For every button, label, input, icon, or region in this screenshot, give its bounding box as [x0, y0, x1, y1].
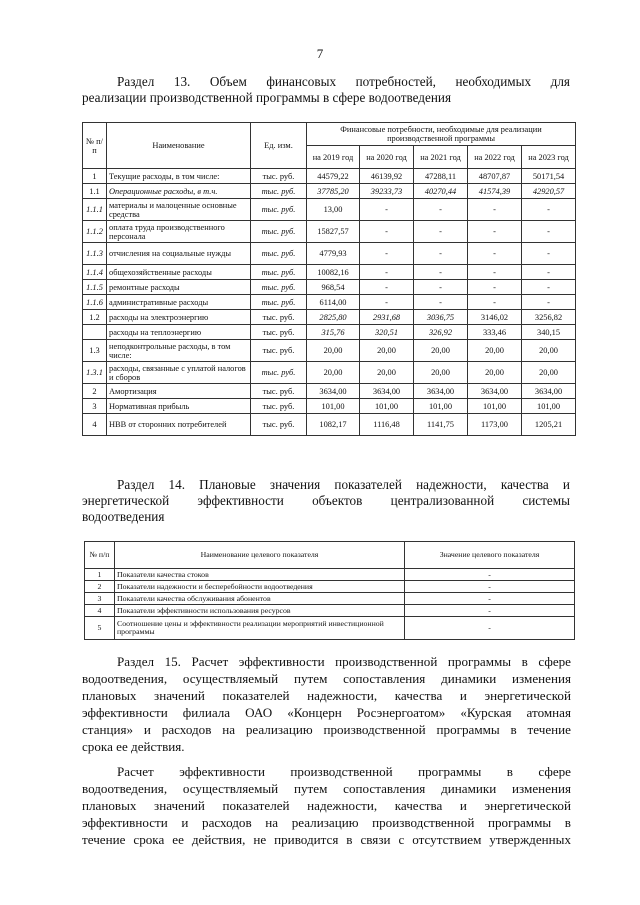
section-14-title — [82, 477, 570, 525]
row-value: 39233,73 — [360, 184, 414, 199]
paragraph-line: Раздел 15. Расчет эффективности производственной программы в сфере — [117, 654, 571, 669]
section-13-title — [82, 74, 570, 106]
row-value: - — [405, 581, 575, 593]
header-year: на 2019 год — [307, 146, 360, 169]
row-value: 20,00 — [360, 340, 414, 362]
table-row — [83, 399, 576, 414]
row-value: 3634,00 — [360, 384, 414, 399]
table-row — [83, 295, 576, 310]
row-number — [83, 325, 107, 340]
indicators-body — [85, 569, 575, 640]
row-number: 1.1.6 — [83, 295, 107, 310]
row-number: 1.1.2 — [83, 221, 107, 243]
row-unit: тыс. руб. — [251, 362, 307, 384]
row-value: 3036,75 — [414, 310, 468, 325]
table-row — [85, 605, 575, 617]
row-name: Соотношение цены и эффективности реализации мероприятий инвестиционной программы — [115, 617, 405, 640]
row-number: 1.1.4 — [83, 265, 107, 280]
table-row — [85, 569, 575, 581]
row-value: 333,46 — [468, 325, 522, 340]
row-value: 1173,00 — [468, 414, 522, 436]
paragraph-line: плановых значений показателей надежности, качества и энергетической — [82, 688, 571, 703]
row-value: - — [405, 569, 575, 581]
row-unit: тыс. руб. — [251, 280, 307, 295]
row-value: 1116,48 — [360, 414, 414, 436]
row-value: - — [414, 221, 468, 243]
row-value: 6114,00 — [307, 295, 360, 310]
row-value: - — [522, 199, 576, 221]
row-value: 1141,75 — [414, 414, 468, 436]
row-value: - — [360, 295, 414, 310]
row-unit: тыс. руб. — [251, 295, 307, 310]
table-row — [83, 243, 576, 265]
table-row — [83, 184, 576, 199]
row-value: 20,00 — [307, 340, 360, 362]
row-number: 1.3.1 — [83, 362, 107, 384]
row-value: - — [414, 295, 468, 310]
row-value: 13,00 — [307, 199, 360, 221]
row-value: 315,76 — [307, 325, 360, 340]
row-unit: тыс. руб. — [251, 399, 307, 414]
row-value: - — [405, 593, 575, 605]
paragraph-line: течение срока ее действия, не приводится в связи с отсутствием утвержденных — [82, 832, 571, 847]
row-number: 1.1.1 — [83, 199, 107, 221]
row-value: - — [468, 280, 522, 295]
row-name: ремонтные расходы — [107, 280, 251, 295]
financial-needs-table — [82, 122, 576, 436]
row-value: - — [360, 280, 414, 295]
paragraph-line: водоотведения, осуществляемый путем сопоставления динамики изменения — [82, 781, 571, 796]
row-value: 2931,68 — [360, 310, 414, 325]
header-unit: Ед. изм. — [251, 123, 307, 169]
section-13-title-line: Раздел 13. Объем финансовых потребностей, необходимых для — [117, 74, 570, 89]
row-name: неподконтрольные расходы, в том числе: — [107, 340, 251, 362]
table-row — [83, 221, 576, 243]
section-15-paragraph — [82, 653, 571, 755]
table-row — [83, 362, 576, 384]
row-value: 15827,57 — [307, 221, 360, 243]
header-num: № п/п — [83, 123, 107, 169]
row-value: 42920,57 — [522, 184, 576, 199]
header-name: Наименование — [107, 123, 251, 169]
efficiency-paragraph — [82, 763, 571, 848]
row-value: 48707,87 — [468, 169, 522, 184]
header-year: на 2020 год — [360, 146, 414, 169]
row-value: 101,00 — [468, 399, 522, 414]
row-value: 3634,00 — [468, 384, 522, 399]
indicators-table — [84, 541, 575, 640]
row-value: 10082,16 — [307, 265, 360, 280]
row-name: Показатели качества стоков — [115, 569, 405, 581]
row-value: 20,00 — [307, 362, 360, 384]
row-name: Показатели надежности и бесперебойности водоотведения — [115, 581, 405, 593]
financial-needs-body — [83, 169, 576, 436]
row-name: НВВ от сторонних потребителей — [107, 414, 251, 436]
row-unit: тыс. руб. — [251, 169, 307, 184]
section-13-title-line: реализации производственной программы в сфере водоотведения — [82, 90, 452, 105]
table-row — [85, 581, 575, 593]
row-name: оплата труда производственного персонала — [107, 221, 251, 243]
row-number: 1 — [83, 169, 107, 184]
row-value: - — [360, 243, 414, 265]
row-value: - — [414, 243, 468, 265]
row-unit: тыс. руб. — [251, 310, 307, 325]
header-name: Наименование целевого показателя — [115, 542, 405, 569]
row-unit: тыс. руб. — [251, 184, 307, 199]
row-value: 1082,17 — [307, 414, 360, 436]
row-value: 4779,93 — [307, 243, 360, 265]
row-number: 4 — [83, 414, 107, 436]
row-value: - — [522, 280, 576, 295]
row-value: 3634,00 — [414, 384, 468, 399]
table-header-row — [83, 123, 576, 146]
row-name: Показатели качества обслуживания абонентов — [115, 593, 405, 605]
row-name: Амортизация — [107, 384, 251, 399]
row-value: - — [360, 221, 414, 243]
row-number: 1 — [85, 569, 115, 581]
row-number: 3 — [83, 399, 107, 414]
row-value: 101,00 — [522, 399, 576, 414]
row-value: - — [414, 199, 468, 221]
table-row — [83, 265, 576, 280]
table-row — [85, 593, 575, 605]
row-value: 20,00 — [468, 340, 522, 362]
table-row — [83, 169, 576, 184]
row-unit: тыс. руб. — [251, 199, 307, 221]
row-value: - — [468, 265, 522, 280]
paragraph-line: эффективности филиала ОАО «Концерн Росэнергоатом» «Курская атомная — [82, 705, 571, 720]
row-unit: тыс. руб. — [251, 221, 307, 243]
row-unit: тыс. руб. — [251, 340, 307, 362]
row-unit: тыс. руб. — [251, 243, 307, 265]
table-row — [83, 325, 576, 340]
table-row — [83, 280, 576, 295]
row-unit: тыс. руб. — [251, 265, 307, 280]
row-value: - — [468, 221, 522, 243]
row-name: отчисления на социальные нужды — [107, 243, 251, 265]
row-value: - — [522, 221, 576, 243]
row-value: 3256,82 — [522, 310, 576, 325]
paragraph-line: плановых значений показателей надежности, качества и энергетической — [82, 798, 571, 813]
table-row — [85, 617, 575, 640]
row-value: - — [414, 265, 468, 280]
row-value: 101,00 — [307, 399, 360, 414]
row-name: Нормативная прибыль — [107, 399, 251, 414]
paragraph-line: Расчет эффективности производственной программы в сфере — [117, 764, 571, 779]
row-value: 3634,00 — [307, 384, 360, 399]
row-value: 1205,21 — [522, 414, 576, 436]
header-value: Значение целевого показателя — [405, 542, 575, 569]
row-value: 2825,80 — [307, 310, 360, 325]
paragraph-line: эффективности и расходов на реализацию производственной программы в — [82, 815, 571, 830]
header-year: на 2022 год — [468, 146, 522, 169]
header-num: № п/п — [85, 542, 115, 569]
table-row — [83, 384, 576, 399]
row-value: - — [414, 280, 468, 295]
header-year: на 2021 год — [414, 146, 468, 169]
row-value: - — [522, 243, 576, 265]
row-value: 20,00 — [414, 362, 468, 384]
row-name: Текущие расходы, в том числе: — [107, 169, 251, 184]
table-row — [83, 199, 576, 221]
row-value: 37785,20 — [307, 184, 360, 199]
row-name: Показатели эффективности использования ресурсов — [115, 605, 405, 617]
row-value: - — [405, 617, 575, 640]
row-value: 41574,39 — [468, 184, 522, 199]
row-value: - — [468, 243, 522, 265]
row-value: - — [360, 265, 414, 280]
row-value: 326,92 — [414, 325, 468, 340]
paragraph-line: станция» и расходов на реализацию производственной программы в течение — [82, 722, 571, 737]
row-value: - — [468, 199, 522, 221]
row-value: 40270,44 — [414, 184, 468, 199]
row-value: - — [468, 295, 522, 310]
row-value: 20,00 — [522, 362, 576, 384]
section-14-title-line: энергетической эффективности объектов централизованной системы — [82, 493, 570, 508]
row-value: 3146,02 — [468, 310, 522, 325]
row-value: 101,00 — [360, 399, 414, 414]
row-name: Операционные расходы, в т.ч. — [107, 184, 251, 199]
row-value: - — [522, 265, 576, 280]
row-name: расходы на электроэнергию — [107, 310, 251, 325]
section-14-title-line: водоотведения — [82, 509, 165, 524]
row-value: - — [522, 295, 576, 310]
row-name: административные расходы — [107, 295, 251, 310]
row-value: 20,00 — [522, 340, 576, 362]
paragraph-line: водоотведения, осуществляемый путем сопоставления динамики изменения — [82, 671, 571, 686]
row-value: 340,15 — [522, 325, 576, 340]
page-number: 7 — [316, 46, 324, 61]
row-value: 3634,00 — [522, 384, 576, 399]
row-number: 3 — [85, 593, 115, 605]
row-value: - — [405, 605, 575, 617]
table-header-row — [85, 542, 575, 569]
row-name: расходы, связанные с уплатой налогов и сборов — [107, 362, 251, 384]
row-number: 2 — [83, 384, 107, 399]
row-unit: тыс. руб. — [251, 414, 307, 436]
header-year: на 2023 год — [522, 146, 576, 169]
row-unit: тыс. руб. — [251, 384, 307, 399]
row-value: 101,00 — [414, 399, 468, 414]
row-name: расходы на теплоэнергию — [107, 325, 251, 340]
row-unit: тыс. руб. — [251, 325, 307, 340]
row-name: материалы и малоценные основные средства — [107, 199, 251, 221]
row-number: 1.3 — [83, 340, 107, 362]
row-number: 5 — [85, 617, 115, 640]
row-number: 1.1.5 — [83, 280, 107, 295]
row-number: 1.2 — [83, 310, 107, 325]
row-value: 320,51 — [360, 325, 414, 340]
table-row — [83, 310, 576, 325]
row-value: 20,00 — [414, 340, 468, 362]
row-value: 44579,22 — [307, 169, 360, 184]
row-value: 968,54 — [307, 280, 360, 295]
row-value: 50171,54 — [522, 169, 576, 184]
row-number: 1.1.3 — [83, 243, 107, 265]
section-14-title-line: Раздел 14. Плановые значения показателей надежности, качества и — [117, 477, 570, 492]
row-number: 4 — [85, 605, 115, 617]
row-value: 20,00 — [360, 362, 414, 384]
header-group: Финансовые потребности, необходимые для реализации производственной программы — [307, 123, 576, 146]
row-name: общехозяйственные расходы — [107, 265, 251, 280]
row-number: 1.1 — [83, 184, 107, 199]
row-value: 20,00 — [468, 362, 522, 384]
row-number: 2 — [85, 581, 115, 593]
row-value: - — [360, 199, 414, 221]
table-row — [83, 414, 576, 436]
table-row — [83, 340, 576, 362]
row-value: 47288,11 — [414, 169, 468, 184]
paragraph-line: срока ее действия. — [82, 739, 185, 754]
row-value: 46139,92 — [360, 169, 414, 184]
